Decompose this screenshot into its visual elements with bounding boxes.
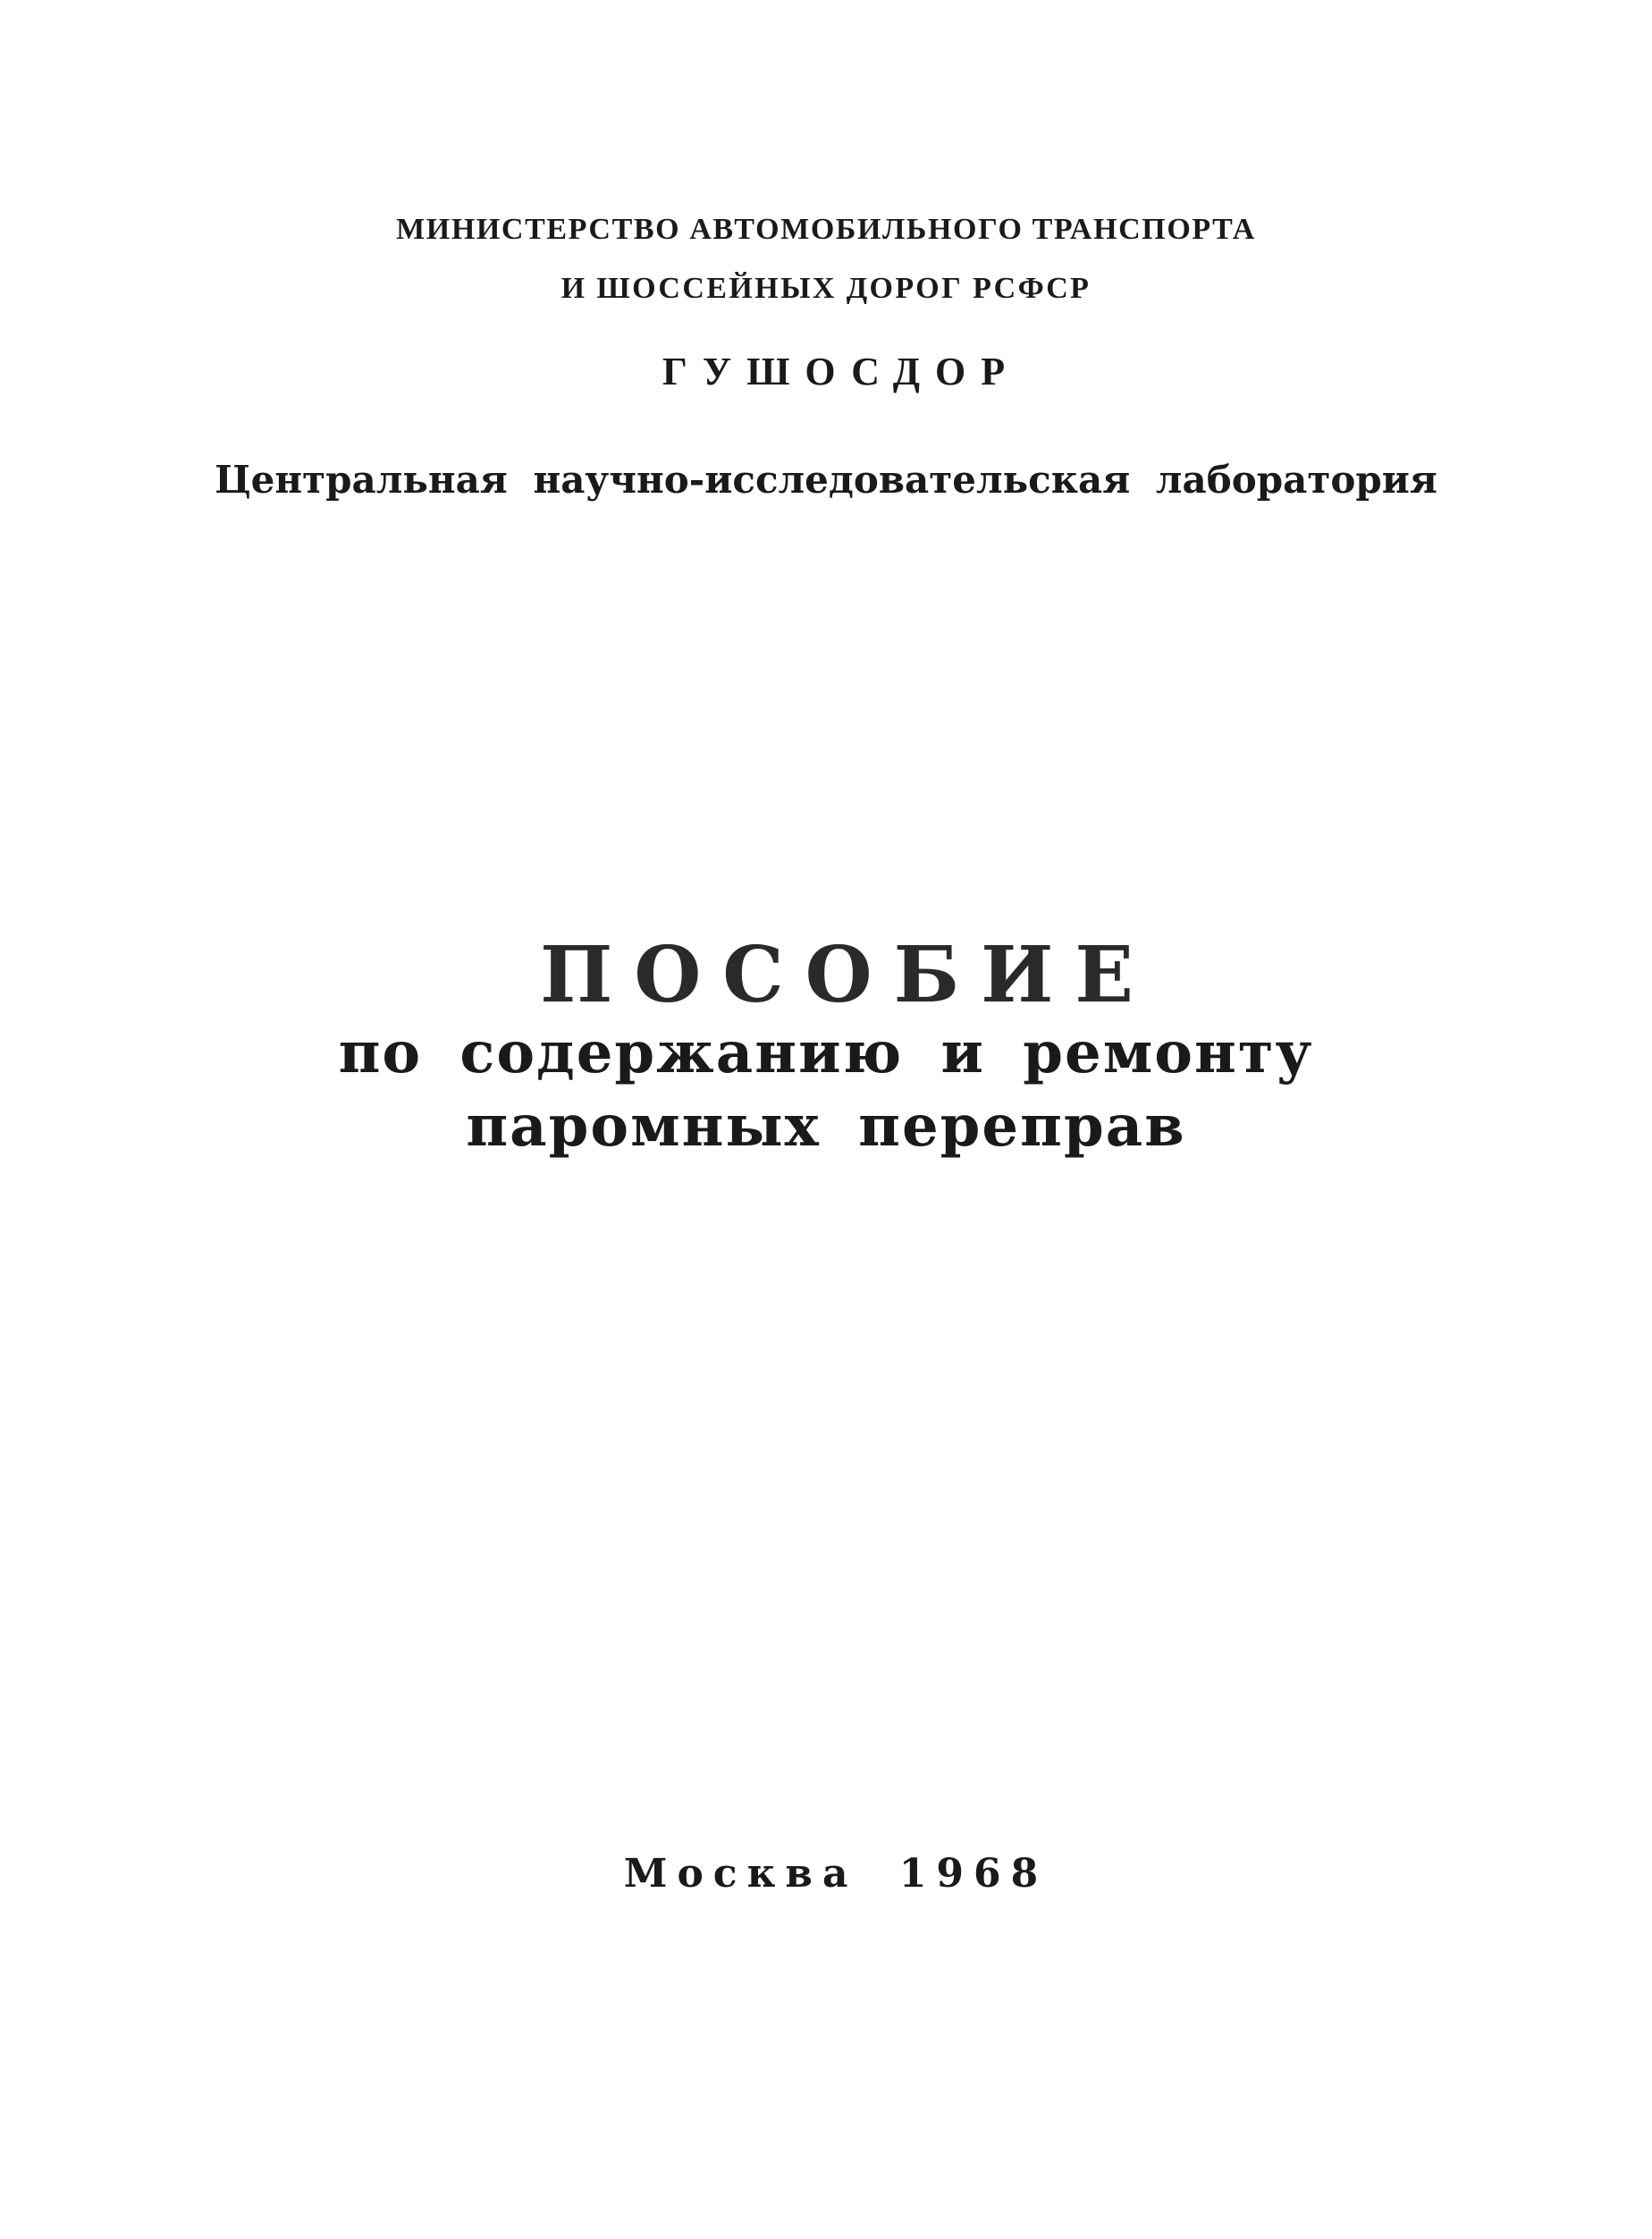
laboratory-name: Центральная научно-исследовательская лаборатория: [215, 458, 1437, 502]
organization-name: ГУШОСДОР: [662, 350, 1021, 393]
document-subtitle-line-1: по содержанию и ремонту: [338, 1019, 1314, 1086]
document-subtitle-line-2: паромных переправ: [466, 1093, 1186, 1160]
ministry-name-line-2: И ШОССЕЙНЫХ ДОРОГ РСФСР: [560, 272, 1092, 305]
document-title: ПОСОБИЕ: [540, 930, 1155, 1020]
ministry-name-line-1: МИНИСТЕРСТВО АВТОМОБИЛЬНОГО ТРАНСПОРТА: [396, 213, 1256, 246]
place-and-year: Москва 1968: [623, 1851, 1049, 1897]
